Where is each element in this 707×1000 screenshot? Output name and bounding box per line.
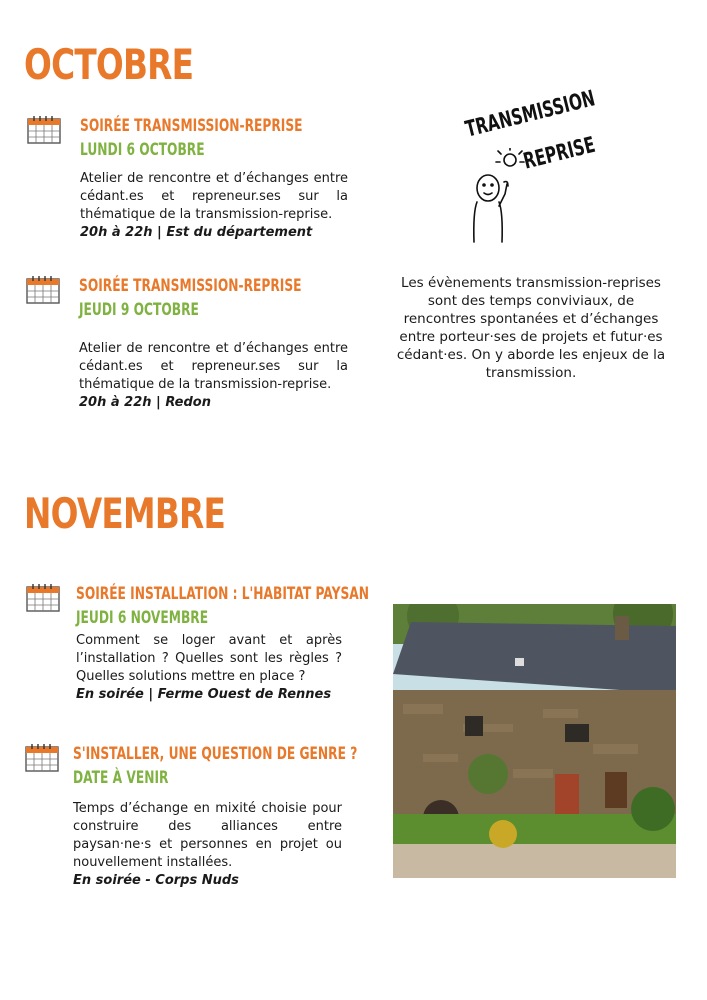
calendar-icon bbox=[26, 584, 60, 612]
illustration-title-line2: REPRISE bbox=[520, 132, 598, 175]
event-description: Atelier de rencontre et d’échanges entre cédant.es et repreneur.ses sur la thématique de la transmission-reprise. bbox=[80, 171, 348, 222]
event-title: SOIRÉE INSTALLATION : L'HABITAT PAYSAN bbox=[76, 584, 369, 604]
calendar-icon bbox=[27, 116, 61, 144]
event-title: SOIRÉE TRANSMISSION-REPRISE bbox=[79, 276, 302, 296]
event-october-2 bbox=[79, 274, 348, 412]
calendar-icon bbox=[26, 276, 60, 304]
event-date: JEUDI 6 NOVEMBRE bbox=[76, 608, 209, 628]
event-date: DATE À VENIR bbox=[73, 768, 169, 788]
event-title: SOIRÉE TRANSMISSION-REPRISE bbox=[80, 116, 303, 136]
event-meta: En soirée - Corps Nuds bbox=[73, 873, 239, 888]
event-description: Comment se loger avant et après l’installation ? Quelles sont les règles ? Quelles solutions mettre en place ? bbox=[76, 633, 342, 684]
month-heading-november: NOVEMBRE bbox=[24, 489, 226, 538]
event-date: JEUDI 9 OCTOBRE bbox=[79, 300, 199, 320]
month-heading-october: OCTOBRE bbox=[24, 40, 194, 89]
event-date: LUNDI 6 OCTOBRE bbox=[80, 140, 205, 160]
farmhouse-photo bbox=[393, 604, 676, 878]
illustration-title-line1: TRANSMISSION bbox=[462, 86, 598, 143]
transmission-reprise-illustration bbox=[458, 86, 608, 248]
person-lightbulb-icon bbox=[468, 148, 548, 248]
event-meta: En soirée | Ferme Ouest de Rennes bbox=[76, 687, 332, 702]
event-november-1 bbox=[76, 582, 369, 704]
calendar-icon bbox=[25, 744, 59, 772]
event-description: Atelier de rencontre et d’échanges entre cédant.es et repreneur.ses sur la thématique de la transmission-reprise. bbox=[79, 341, 348, 392]
event-meta: 20h à 22h | Est du département bbox=[80, 225, 313, 240]
event-title: S'INSTALLER, UNE QUESTION DE GENRE ? bbox=[73, 744, 358, 764]
event-meta: 20h à 22h | Redon bbox=[79, 395, 211, 410]
transmission-reprise-description: Les évènements transmission-reprises sont des temps conviviaux, de rencontres spontanées et d’échanges entre porteur·ses de projets et futur·es cédant·es. On y aborde les enjeux de la transmission. bbox=[396, 275, 666, 381]
event-november-2 bbox=[73, 742, 358, 890]
event-description: Temps d’échange en mixité choisie pour construire des alliances entre paysan·ne·s et personnes en projet ou nouvellement installées. bbox=[73, 801, 342, 870]
event-october-1 bbox=[80, 114, 348, 242]
